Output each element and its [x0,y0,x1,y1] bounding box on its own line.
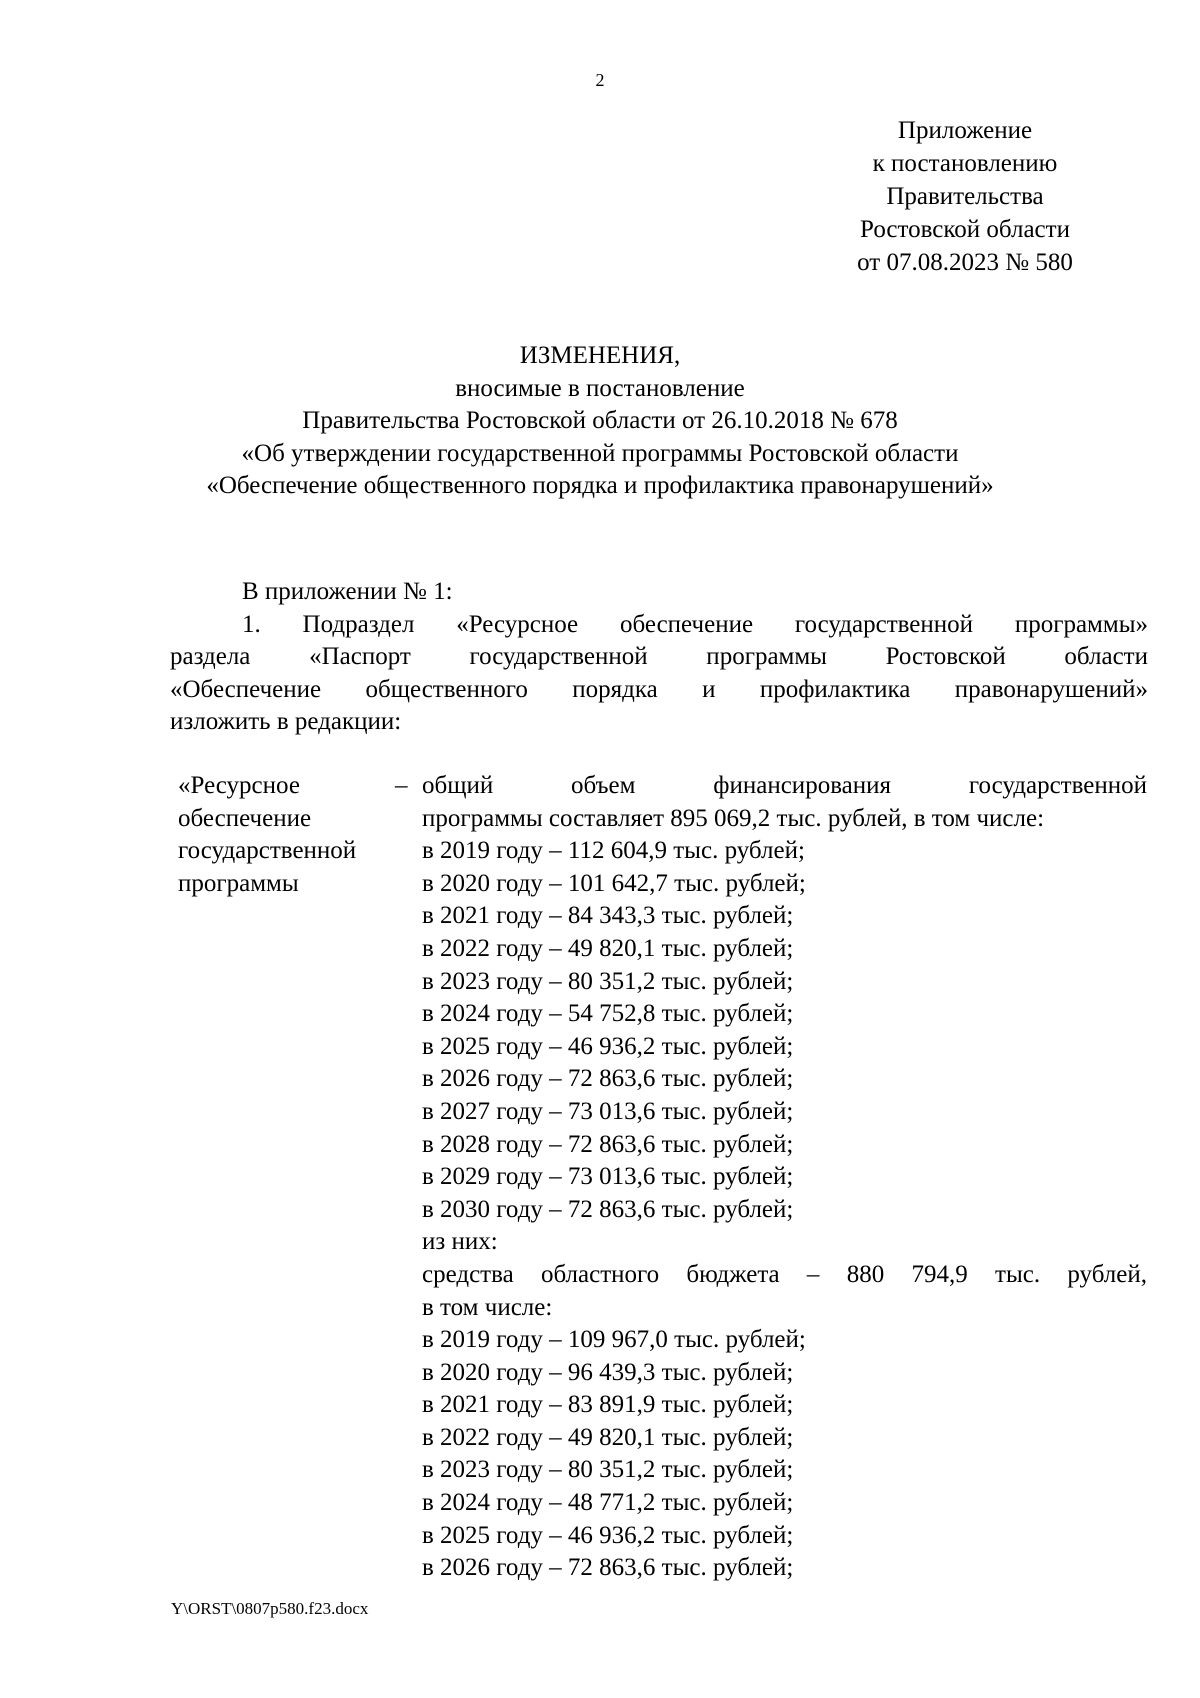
appendix-line: Правительства [886,183,1044,210]
appendix-header [820,114,1110,279]
regional-year-line: в 2021 году – 83 891,9 тыс. рублей; [422,1391,794,1419]
regional-year-line: в 2025 году – 46 936,2 тыс. рублей; [422,1521,794,1549]
regional-year-line: в 2023 году – 80 351,2 тыс. рублей; [422,1456,794,1484]
total-year-line: в 2025 году – 46 936,2 тыс. рублей; [422,1032,794,1060]
resource-label [178,770,398,900]
item1-line: «Обеспечение общественного порядка и профилактика правонарушений» [170,675,1148,703]
appendix-line: к постановлению [872,150,1058,177]
document-title [0,340,1200,503]
title-heading: ИЗМЕНЕНИЯ, [519,342,681,369]
total-line: общий объем финансирования государственной [422,772,1147,799]
appendix-line: от 07.08.2023 № 580 [857,249,1073,276]
regional-line: в том числе: [422,1293,553,1321]
of-which-line: из них: [422,1228,498,1256]
regional-year-line: в 2022 году – 49 820,1 тыс. рублей; [422,1423,794,1451]
title-line: вносимые в постановление [455,374,745,402]
total-year-line: в 2022 году – 49 820,1 тыс. рублей; [422,934,794,962]
intro-paragraph: В приложении № 1: [242,578,453,605]
total-line: программы составляет 895 069,2 тыс. рублей, в том числе: [422,804,1045,832]
resource-label-line: государственной [178,837,357,865]
resource-content [422,770,1147,1585]
resource-label-line: программы [178,869,299,897]
regional-year-line: в 2026 году – 72 863,6 тыс. рублей; [422,1554,794,1582]
total-year-line: в 2019 году – 112 604,9 тыс. рублей; [422,837,805,865]
page-number: 2 [595,70,605,90]
regional-year-line: в 2019 году – 109 967,0 тыс. рублей; [422,1326,806,1354]
title-line: «Обеспечение общественного порядка и профилактика правонарушений» [206,472,994,499]
regional-line: средства областного бюджета – 880 794,9 тыс. рублей, [422,1260,1147,1288]
item1-line: раздела «Паспорт государственной программы Ростовской области [170,643,1148,670]
item1-line: 1. Подраздел «Ресурсное обеспечение государственной программы» [242,610,1148,638]
title-line: «Об утверждении государственной программы Ростовской области [241,439,959,467]
total-year-line: в 2023 году – 80 351,2 тыс. рублей; [422,967,794,995]
total-year-line: в 2029 году – 73 013,6 тыс. рублей; [422,1163,794,1191]
total-year-line: в 2027 году – 73 013,6 тыс. рублей; [422,1097,794,1125]
file-path-footer: Y\ORST\0807p580.f23.docx [171,1599,369,1618]
total-year-line: в 2028 году – 72 863,6 тыс. рублей; [422,1130,794,1158]
total-year-line: в 2030 году – 72 863,6 тыс. рублей; [422,1195,794,1223]
regional-year-line: в 2020 году – 96 439,3 тыс. рублей; [422,1358,794,1386]
total-year-line: в 2026 году – 72 863,6 тыс. рублей; [422,1065,794,1093]
resource-label-line: обеспечение [178,804,312,832]
resource-label-line: «Ресурсное [178,772,300,799]
appendix-line: Ростовской области [860,216,1070,243]
document-body [170,576,1148,739]
total-year-line: в 2024 году – 54 752,8 тыс. рублей; [422,1000,794,1028]
resource-dash: – [395,772,408,799]
total-year-line: в 2020 году – 101 642,7 тыс. рублей; [422,869,806,897]
appendix-line: Приложение [897,117,1033,144]
item1-line: изложить в редакции: [170,708,402,735]
title-line: Правительства Ростовской области от 26.10.2018 № 678 [302,407,898,434]
regional-year-line: в 2024 году – 48 771,2 тыс. рублей; [422,1489,794,1517]
total-year-line: в 2021 году – 84 343,3 тыс. рублей; [422,902,794,930]
